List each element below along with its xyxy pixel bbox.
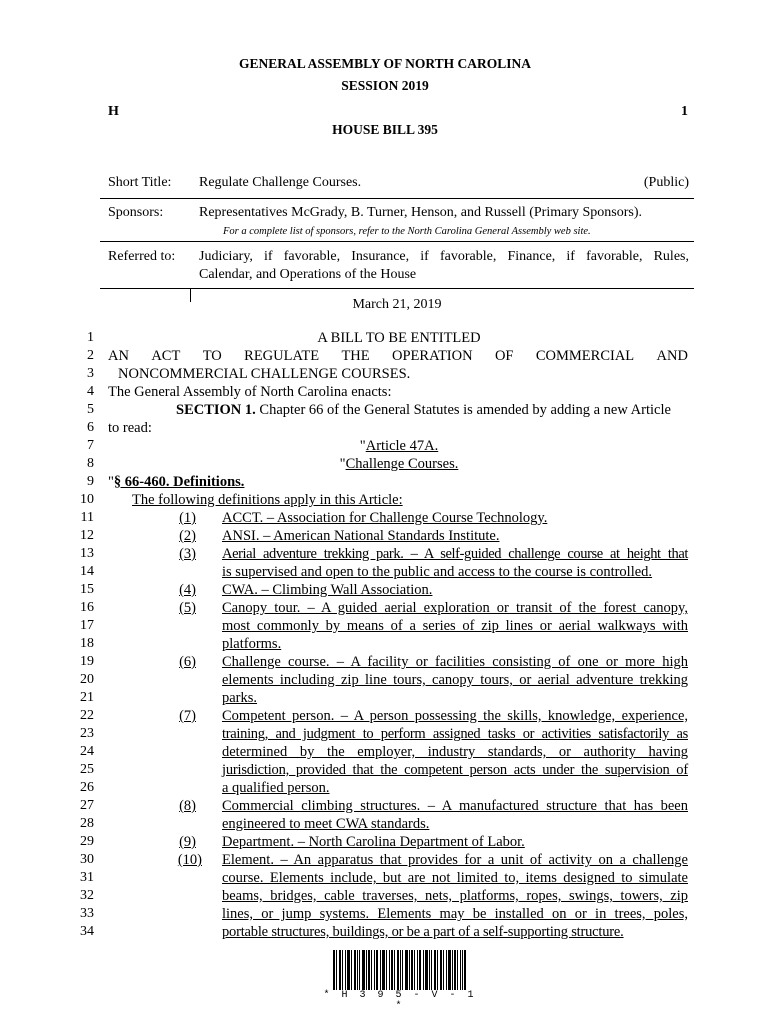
act-word: OPERATION [392, 348, 473, 364]
line-number: 26 [80, 780, 94, 795]
line-number: 31 [80, 870, 94, 885]
line-number: 8 [87, 456, 94, 471]
definition-text: Department. – North Carolina Department of Labor. [222, 834, 525, 850]
section-heading-text: § 66-460. Definitions. [113, 474, 245, 490]
act-word: THE [341, 348, 370, 364]
line-number: 13 [80, 546, 94, 561]
line-number: 15 [80, 582, 94, 597]
act-word: AND [656, 348, 688, 364]
definition-text: Canopy tour. – A guided aerial exploration or transit of the forest canopy, [222, 600, 688, 616]
article-heading [108, 438, 690, 455]
line-number: 1 [87, 330, 94, 345]
line-number: 32 [80, 888, 94, 903]
line-number: 3 [87, 366, 94, 381]
line-number: 20 [80, 672, 94, 687]
line-number: 7 [87, 438, 94, 453]
version-number: 1 [681, 104, 688, 119]
sponsors: Representatives McGrady, B. Turner, Henson, and Russell (Primary Sponsors). [199, 205, 642, 220]
to-read: to read: [108, 420, 152, 436]
sponsors-label: Sponsors: [108, 205, 164, 220]
definitions-intro: The following definitions apply in this Article: [132, 492, 403, 508]
bill-entitled: A BILL TO BE ENTITLED [317, 330, 481, 346]
article-title [108, 456, 690, 473]
line-number: 10 [80, 492, 94, 507]
bill-number: HOUSE BILL 395 [332, 122, 438, 137]
line-number: 17 [80, 618, 94, 633]
section-1-text: Chapter 66 of the General Statutes is amended by adding a new Article [255, 402, 671, 418]
def-number: (10) [177, 852, 202, 868]
line-number: 18 [80, 636, 94, 651]
public-label: (Public) [643, 175, 689, 190]
line-number: 9 [87, 474, 94, 489]
article-title-text: Challenge Courses. [345, 456, 459, 472]
referred-line-1: Judiciary, if favorable, Insurance, if favorable, Finance, if favorable, Rules, [199, 249, 689, 264]
line-number: 33 [80, 906, 94, 921]
definition-text: Challenge course. – A facility or facilities consisting of one or more high [222, 654, 688, 670]
def-number: (7) [179, 708, 196, 724]
line-number: 2 [87, 348, 94, 363]
def-number: (2) [179, 528, 196, 544]
bill-date: March 21, 2019 [352, 297, 442, 312]
barcode-label: * H 3 9 5 - V - 1 * [323, 990, 477, 1012]
definition-text: portable structures, buildings, or be a part of a self-supporting structure. [222, 924, 624, 940]
definition-text: ANSI. – American National Standards Institute. [222, 528, 500, 544]
definition-text: ACCT. – Association for Challenge Course Technology. [222, 510, 548, 526]
definition-text: jurisdiction, provided that the competent person acts under the supervision of [222, 762, 688, 778]
line-number: 25 [80, 762, 94, 777]
definition-text: elements including zip line tours, canopy tours, or aerial adventure trekking [222, 672, 688, 688]
rule-1 [100, 198, 694, 199]
article-number: Article 47A. [365, 438, 439, 454]
section-1-line [176, 402, 671, 419]
line-number: 16 [80, 600, 94, 615]
short-title: Regulate Challenge Courses. [199, 175, 362, 190]
session-heading: SESSION 2019 [341, 78, 429, 93]
referred-label: Referred to: [108, 249, 176, 264]
definition-text: training, and judgment to perform assigned tasks or activities satisfactorily as [222, 726, 688, 742]
definition-text: engineered to meet CWA standards. [222, 816, 430, 832]
definition-text: lines, or jump systems. Elements may be installed on or in trees, poles, [222, 906, 688, 922]
line-number: 30 [80, 852, 94, 867]
definition-text: is supervised and open to the public and access to the course is controlled. [222, 564, 653, 580]
section-heading [108, 474, 244, 491]
def-number: (3) [179, 546, 196, 562]
assembly-heading: GENERAL ASSEMBLY OF NORTH CAROLINA [238, 56, 532, 71]
open-quote: " [359, 438, 366, 454]
line-number: 12 [80, 528, 94, 543]
def-number: (5) [179, 600, 196, 616]
rule-2 [100, 241, 694, 242]
line-number: 23 [80, 726, 94, 741]
act-word: REGULATE [244, 348, 320, 364]
line-number: 5 [87, 402, 94, 417]
open-quote: " [108, 474, 114, 490]
act-word: TO [202, 348, 222, 364]
def-number: (8) [179, 798, 196, 814]
line-number: 21 [80, 690, 94, 705]
line-number: 28 [80, 816, 94, 831]
sponsors-note: For a complete list of sponsors, refer to the North Carolina General Assembly web site. [223, 226, 591, 237]
barcode-image [333, 950, 466, 990]
definition-text: Aerial adventure trekking park. – A self-guided challenge course at height that [222, 546, 688, 562]
chamber-letter: H [108, 104, 119, 119]
line-number: 14 [80, 564, 94, 579]
line-number: 34 [80, 924, 94, 939]
line-number: 29 [80, 834, 94, 849]
referred-line-2: Calendar, and Operations of the House [199, 267, 417, 282]
definition-text: most commonly by means of a series of zip lines or aerial walkways with [222, 618, 688, 634]
def-number: (1) [179, 510, 196, 526]
act-title-line-2: NONCOMMERCIAL CHALLENGE COURSES. [118, 366, 411, 382]
definition-text: Commercial climbing structures. – A manufactured structure that has been [222, 798, 688, 814]
def-number: (6) [179, 654, 196, 670]
short-title-label: Short Title: [108, 175, 172, 190]
section-1-label: SECTION 1. [176, 402, 256, 418]
open-quote: " [339, 456, 346, 472]
act-word: ACT [151, 348, 181, 364]
definition-text: beams, bridges, cable traverses, nets, platforms, ropes, swings, towers, zip [222, 888, 688, 904]
definition-text: platforms. [222, 636, 282, 652]
line-number: 11 [80, 510, 94, 525]
definition-text: CWA. – Climbing Wall Association. [222, 582, 433, 598]
definition-text: a qualified person. [222, 780, 330, 796]
act-word: OF [494, 348, 514, 364]
act-word: COMMERCIAL [535, 348, 635, 364]
definition-text: Element. – An apparatus that provides for a unit of activity on a challenge [222, 852, 688, 868]
def-number: (9) [179, 834, 196, 850]
definition-text: determined by the employer, industry standards, or authority having [222, 744, 688, 760]
definition-text: Competent person. – A person possessing the skills, knowledge, experience, [222, 708, 688, 724]
line-number: 22 [80, 708, 94, 723]
definition-text: course. Elements include, but are not limited to, items designed to simulate [222, 870, 688, 886]
line-number: 19 [80, 654, 94, 669]
definition-text: parks. [222, 690, 258, 706]
line-number: 4 [87, 384, 94, 399]
line-number: 6 [87, 420, 94, 435]
def-number: (4) [179, 582, 196, 598]
enacting-clause: The General Assembly of North Carolina enacts: [108, 384, 392, 400]
act-title-line-1 [108, 348, 688, 365]
line-number: 24 [80, 744, 94, 759]
act-word: AN [108, 348, 129, 364]
line-number: 27 [80, 798, 94, 813]
